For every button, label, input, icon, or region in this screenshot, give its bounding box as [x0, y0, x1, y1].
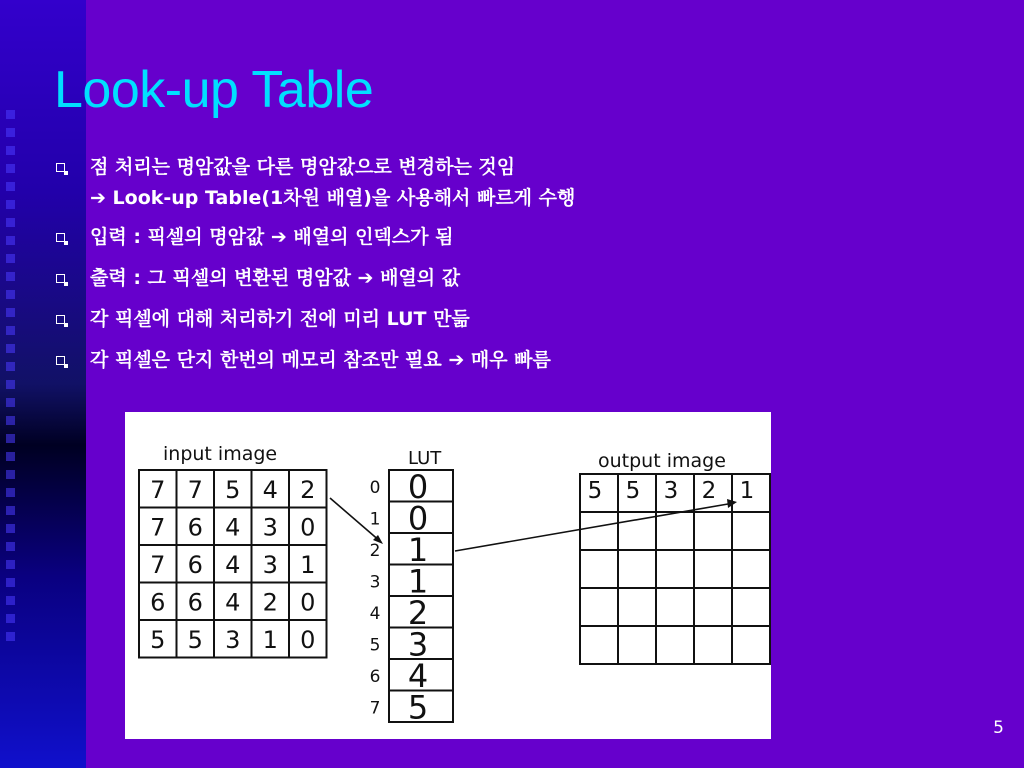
input-cell-value: 2 [262, 588, 278, 617]
bullet-marker-icon [56, 315, 65, 324]
input-cell-value: 4 [225, 550, 241, 579]
decorative-square [6, 290, 15, 299]
output-cell [580, 550, 618, 588]
decorative-square [6, 128, 15, 137]
bullet-marker-icon [56, 163, 65, 172]
output-cell-value: 5 [625, 478, 641, 504]
decorative-square [6, 632, 15, 641]
bullet-item [56, 304, 816, 335]
lut-index: 1 [369, 509, 381, 530]
output-cell [694, 512, 732, 550]
lut-figure [125, 412, 771, 739]
lut-index: 7 [369, 698, 381, 719]
input-cell-value: 0 [300, 625, 316, 654]
lut-cell-value: 3 [407, 625, 429, 664]
decorative-square [6, 470, 15, 479]
decorative-square [6, 524, 15, 533]
input-cell-value: 6 [187, 550, 203, 579]
output-cell [732, 626, 770, 664]
decorative-square [6, 452, 15, 461]
input-cell-value: 0 [300, 588, 316, 617]
output-cell [618, 588, 656, 626]
bullet-list [56, 152, 816, 386]
lut-cell-value: 0 [407, 499, 429, 538]
bullet-line: 각 픽셀에 대해 처리하기 전에 미리 LUT 만듦 [90, 308, 470, 330]
decorative-square [6, 614, 15, 623]
output-cell [618, 550, 656, 588]
bullet-line: ➔ Look-up Table(1차원 배열)을 사용해서 빠르게 수행 [90, 187, 576, 209]
decorative-square [6, 326, 15, 335]
output-cell [656, 588, 694, 626]
input-cell-value: 1 [300, 550, 316, 579]
decorative-square [6, 344, 15, 353]
lut-index: 4 [369, 603, 381, 624]
output-cell-value: 3 [663, 478, 679, 504]
lut-label: LUT [408, 448, 442, 469]
decorative-square [6, 110, 15, 119]
output-cell [656, 512, 694, 550]
output-cell [694, 550, 732, 588]
input-cell-value: 3 [225, 625, 241, 654]
input-cell-value: 6 [150, 588, 166, 617]
output-cell [732, 512, 770, 550]
output-cell [694, 588, 732, 626]
bullet-line: 입력 : 픽셀의 명암값 ➔ 배열의 인덱스가 됨 [90, 226, 454, 248]
decorative-square [6, 434, 15, 443]
input-cell-value: 3 [262, 513, 278, 542]
bullet-line: 점 처리는 명암값을 다른 명암값으로 변경하는 것임 [90, 156, 516, 178]
input-cell-value: 5 [225, 475, 241, 504]
input-cell-value: 6 [187, 513, 203, 542]
decorative-square [6, 182, 15, 191]
decorative-square [6, 308, 15, 317]
input-cell-value: 5 [187, 625, 203, 654]
output-cell [694, 626, 732, 664]
output-cell [580, 626, 618, 664]
decorative-square [6, 380, 15, 389]
decorative-square [6, 236, 15, 245]
bullet-line: 각 픽셀은 단지 한번의 메모리 참조만 필요 ➔ 매우 빠름 [90, 349, 551, 371]
output-cell [732, 588, 770, 626]
lut-index: 2 [369, 540, 381, 561]
decorative-square [6, 596, 15, 605]
lut-cell-value: 1 [407, 530, 429, 569]
input-cell-value: 0 [300, 513, 316, 542]
decorative-square [6, 398, 15, 407]
lut-index: 6 [369, 666, 381, 687]
decorative-squares [0, 110, 20, 670]
bullet-item [56, 152, 816, 214]
lut-diagram [125, 412, 771, 739]
decorative-square [6, 254, 15, 263]
input-image-label: input image [163, 443, 278, 465]
decorative-square [6, 200, 15, 209]
input-cell-value: 4 [225, 513, 241, 542]
output-cell-value: 1 [739, 478, 755, 504]
decorative-square [6, 560, 15, 569]
bullet-marker-icon [56, 274, 65, 283]
decorative-square [6, 362, 15, 371]
decorative-square [6, 146, 15, 155]
input-cell-value: 7 [150, 475, 166, 504]
decorative-square [6, 416, 15, 425]
lut-cell-value: 2 [407, 593, 429, 632]
bullet-item [56, 263, 816, 294]
bullet-marker-icon [56, 233, 65, 242]
bullet-item [56, 222, 816, 253]
output-cell [656, 626, 694, 664]
input-cell-value: 4 [225, 588, 241, 617]
slide-title: Look-up Table [54, 61, 374, 119]
output-cell [580, 512, 618, 550]
decorative-square [6, 272, 15, 281]
input-cell-value: 6 [187, 588, 203, 617]
output-cell-value: 2 [701, 478, 717, 504]
output-cell [732, 550, 770, 588]
output-cell [656, 550, 694, 588]
bullet-marker-icon [56, 356, 65, 365]
lut-index: 3 [369, 572, 381, 593]
input-cell-value: 4 [262, 475, 278, 504]
input-cell-value: 1 [262, 625, 278, 654]
decorative-square [6, 488, 15, 497]
decorative-square [6, 578, 15, 587]
lut-index: 0 [369, 477, 381, 498]
decorative-square [6, 164, 15, 173]
bullet-item [56, 345, 816, 376]
lut-cell-value: 1 [407, 562, 429, 601]
decorative-square [6, 218, 15, 227]
decorative-square [6, 506, 15, 515]
input-cell-value: 2 [300, 475, 316, 504]
bullet-line: 출력 : 그 픽셀의 변환된 명암값 ➔ 배열의 값 [90, 267, 461, 289]
input-cell-value: 7 [187, 475, 203, 504]
output-cell-value: 5 [587, 478, 603, 504]
input-cell-value: 5 [150, 625, 166, 654]
lut-index: 5 [369, 635, 381, 656]
input-cell-value: 3 [262, 550, 278, 579]
page-number: 5 [993, 718, 1004, 738]
lut-cell-value: 5 [407, 688, 429, 727]
input-cell-value: 7 [150, 550, 166, 579]
input-cell-value: 7 [150, 513, 166, 542]
output-cell [580, 588, 618, 626]
lut-cell-value: 4 [407, 656, 429, 695]
lut-cell-value: 0 [407, 467, 429, 506]
output-image-label: output image [598, 450, 726, 472]
decorative-square [6, 542, 15, 551]
output-cell [618, 626, 656, 664]
